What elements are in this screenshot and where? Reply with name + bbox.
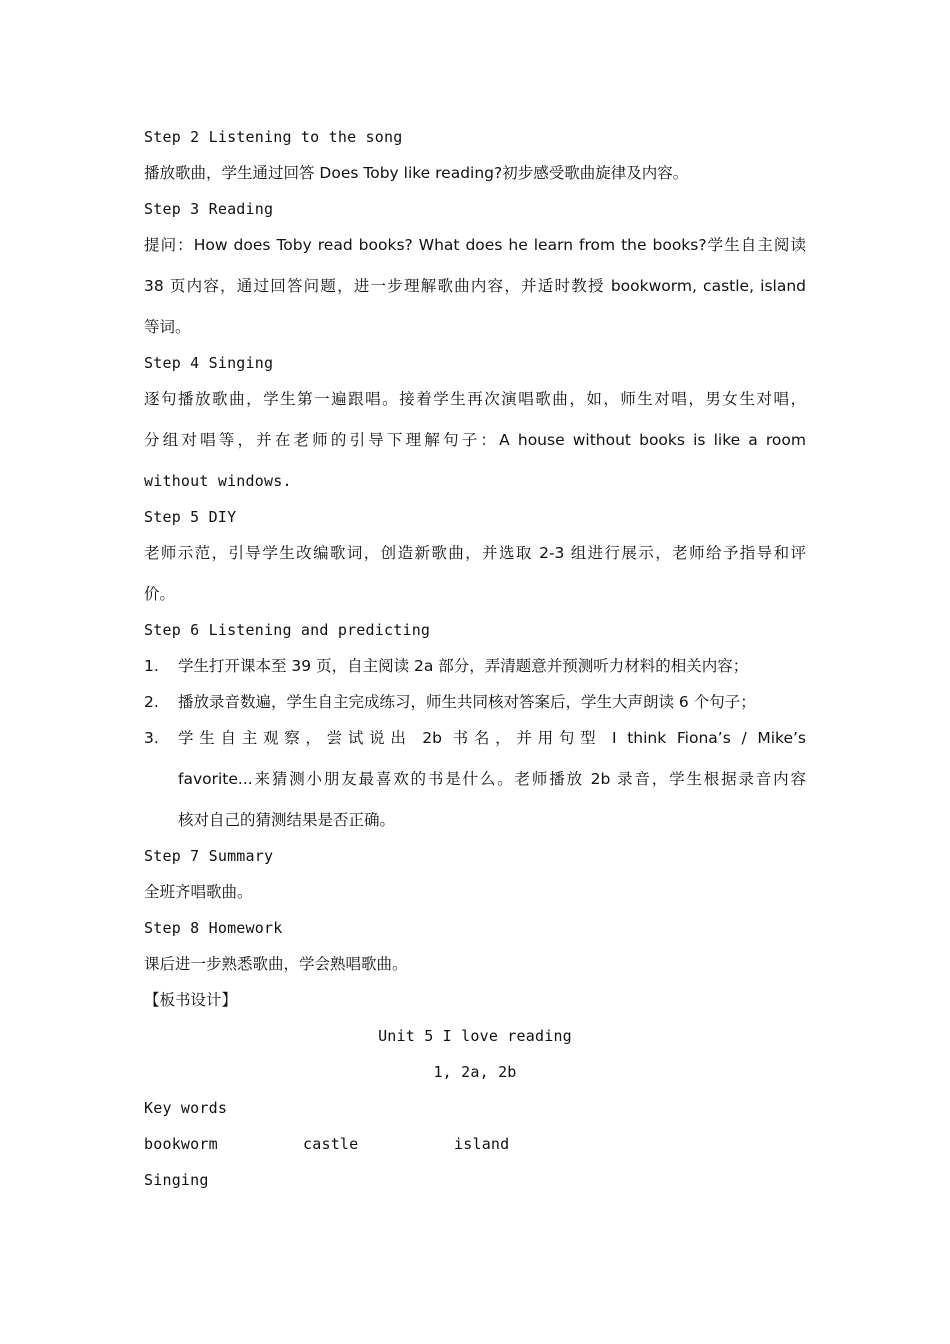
key-word: island <box>454 1135 510 1153</box>
key-word: bookworm <box>144 1135 218 1153</box>
step2-heading: Step 2 Listening to the song <box>144 128 403 146</box>
step6-list-item <box>144 692 806 712</box>
step6-heading: Step 6 Listening and predicting <box>144 621 431 639</box>
step6-item3-continuation: 核对自己的猜测结果是否正确。 <box>178 811 396 829</box>
step4-text-line1: 逐句播放歌曲，学生第一遍跟唱。接着学生再次演唱歌曲，如，师生对唱，男女生对唱， <box>144 390 806 408</box>
step5-heading: Step 5 DIY <box>144 508 237 526</box>
step4-heading: Step 4 Singing <box>144 354 274 372</box>
list-number: 2. <box>144 693 159 711</box>
key-words-row <box>144 1134 806 1154</box>
step6-list-item <box>144 728 806 748</box>
step8-heading: Step 8 Homework <box>144 919 283 937</box>
list-item-text: 学生打开课本至 39 页，自主阅读 2a 部分，弄清题意并预测听力材料的相关内容； <box>178 657 749 675</box>
list-item-text: 播放录音数遍，学生自主完成练习，师生共同核对答案后，学生大声朗读 6 个句子； <box>178 693 756 711</box>
list-number: 1. <box>144 657 159 675</box>
step3-text-line3: 等词。 <box>144 318 191 336</box>
board-unit-title: Unit 5 I love reading <box>378 1027 572 1045</box>
step7-text: 全班齐唱歌曲。 <box>144 883 253 901</box>
singing-label: Singing <box>144 1171 209 1189</box>
step3-text-line2: 38 页内容，通过回答问题，进一步理解歌曲内容，并适时教授 bookworm, castle, island <box>144 277 806 295</box>
key-words-label: Key words <box>144 1099 228 1117</box>
list-number: 3. <box>144 729 159 747</box>
step7-heading: Step 7 Summary <box>144 847 274 865</box>
step5-text-line1: 老师示范，引导学生改编歌词，创造新歌曲，并选取 2-3 组进行展示，老师给予指导和评 <box>144 544 806 562</box>
step8-text: 课后进一步熟悉歌曲，学会熟唱歌曲。 <box>144 955 408 973</box>
step2-text: 播放歌曲，学生通过回答 Does Toby like reading?初步感受歌曲旋律及内容。 <box>144 164 689 182</box>
step4-text-line3: without windows. <box>144 472 292 490</box>
step3-heading: Step 3 Reading <box>144 200 274 218</box>
key-word: castle <box>303 1135 359 1153</box>
step6-item3-continuation: favorite...来猜测小朋友最喜欢的书是什么。老师播放 2b 录音，学生根据录音内容 <box>178 770 806 788</box>
step3-text-line1: 提问：How does Toby read books? What does he learn from the books?学生自主阅读 <box>144 236 806 254</box>
list-item-text: 学生自主观察，尝试说出 2b 书名，并用句型 I think Fiona’s / Mike’s <box>178 729 806 747</box>
board-sections: 1, 2a, 2b <box>433 1063 517 1081</box>
step4-text-line2: 分组对唱等，并在老师的引导下理解句子：A house without books is like a room <box>144 431 806 449</box>
step6-list-item <box>144 656 806 676</box>
step5-text-line2: 价。 <box>144 585 176 603</box>
board-design-heading: 【板书设计】 <box>144 991 238 1009</box>
